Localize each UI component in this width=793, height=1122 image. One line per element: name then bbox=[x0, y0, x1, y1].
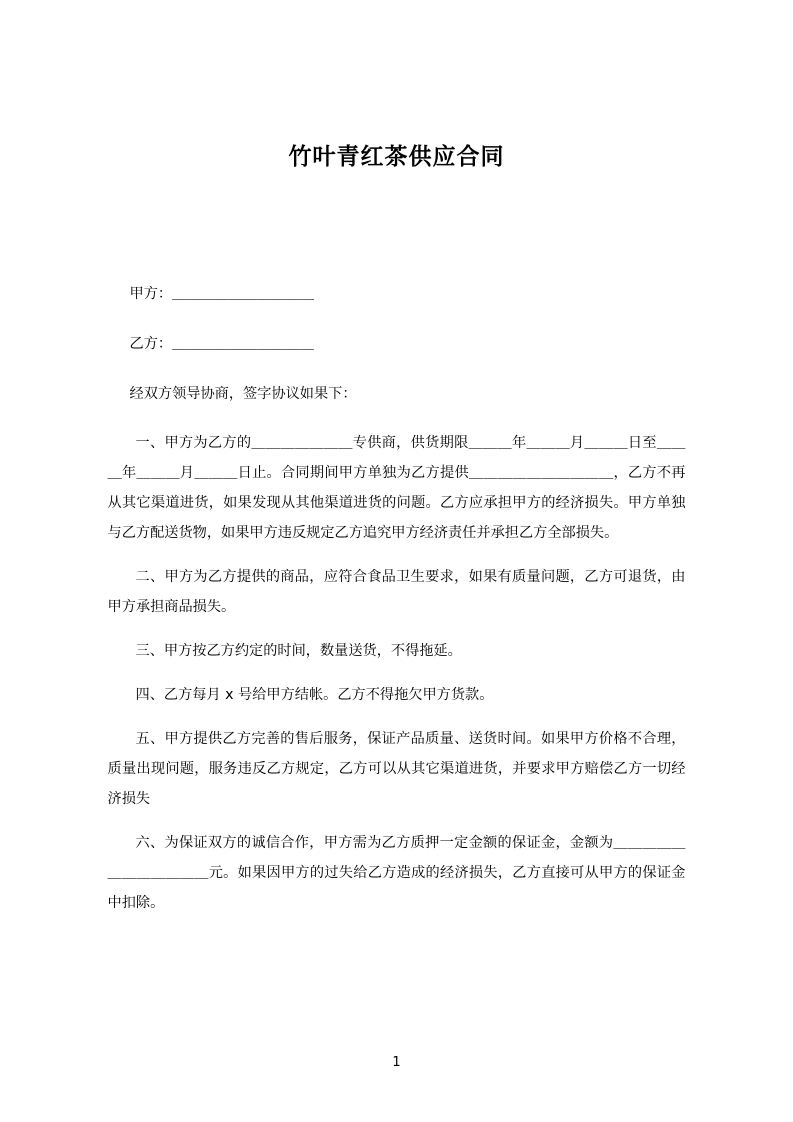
clause-item-5: 五、甲方提供乙方完善的售后服务，保证产品质量、送货时间。如果甲方价格不合理，质量出现问题，服务违反乙方规定，乙方可以从其它渠道进货，并要求甲方赔偿乙方一切经济损失 bbox=[107, 731, 686, 807]
page-number: 1 bbox=[392, 1055, 401, 1070]
page-title: 竹叶青红茶供应合同 bbox=[288, 144, 505, 170]
document-body bbox=[108, 171, 686, 918]
clause-item-2: 二、甲方为乙方提供的商品，应符合食品卫生要求，如果有质量问题，乙方可退货，由甲方承担商品损失。 bbox=[107, 569, 686, 615]
clause-item-4: 四、乙方每月 x 号给甲方结帐。乙方不得拖欠甲方货款。 bbox=[135, 687, 494, 703]
party-a-line: 甲方：＿＿＿＿＿＿＿＿＿＿ bbox=[129, 286, 314, 302]
party-b-line: 乙方：＿＿＿＿＿＿＿＿＿＿ bbox=[129, 336, 314, 352]
clause-item-1: 一、甲方为乙方的＿＿＿＿＿＿＿专供商，供货期限＿＿＿年＿＿＿月＿＿＿日至＿＿＿年＿＿＿月＿＿＿日止。合同期间甲方单独为乙方提供＿＿＿＿＿＿＿＿＿＿，乙方不再从其它渠道进货，如果发现从其他渠道进货的问题。乙方应承担甲方的经济损失。甲方单独与乙方配送货物，如果甲方违反规定乙方追究甲方经济责任并承担乙方全部损失。 bbox=[107, 435, 686, 541]
clause-item-6: 六、为保证双方的诚信合作，甲方需为乙方质押一定金额的保证金，金额为＿＿＿＿＿＿＿＿＿＿＿＿元。如果因甲方的过失给乙方造成的经济损失，乙方直接可从甲方的保证金中扣除。 bbox=[107, 835, 686, 911]
preamble-text: 经双方领导协商，签字协议如果下： bbox=[129, 386, 357, 402]
clause-item-3: 三、甲方按乙方约定的时间，数量送货，不得拖延。 bbox=[135, 643, 462, 659]
